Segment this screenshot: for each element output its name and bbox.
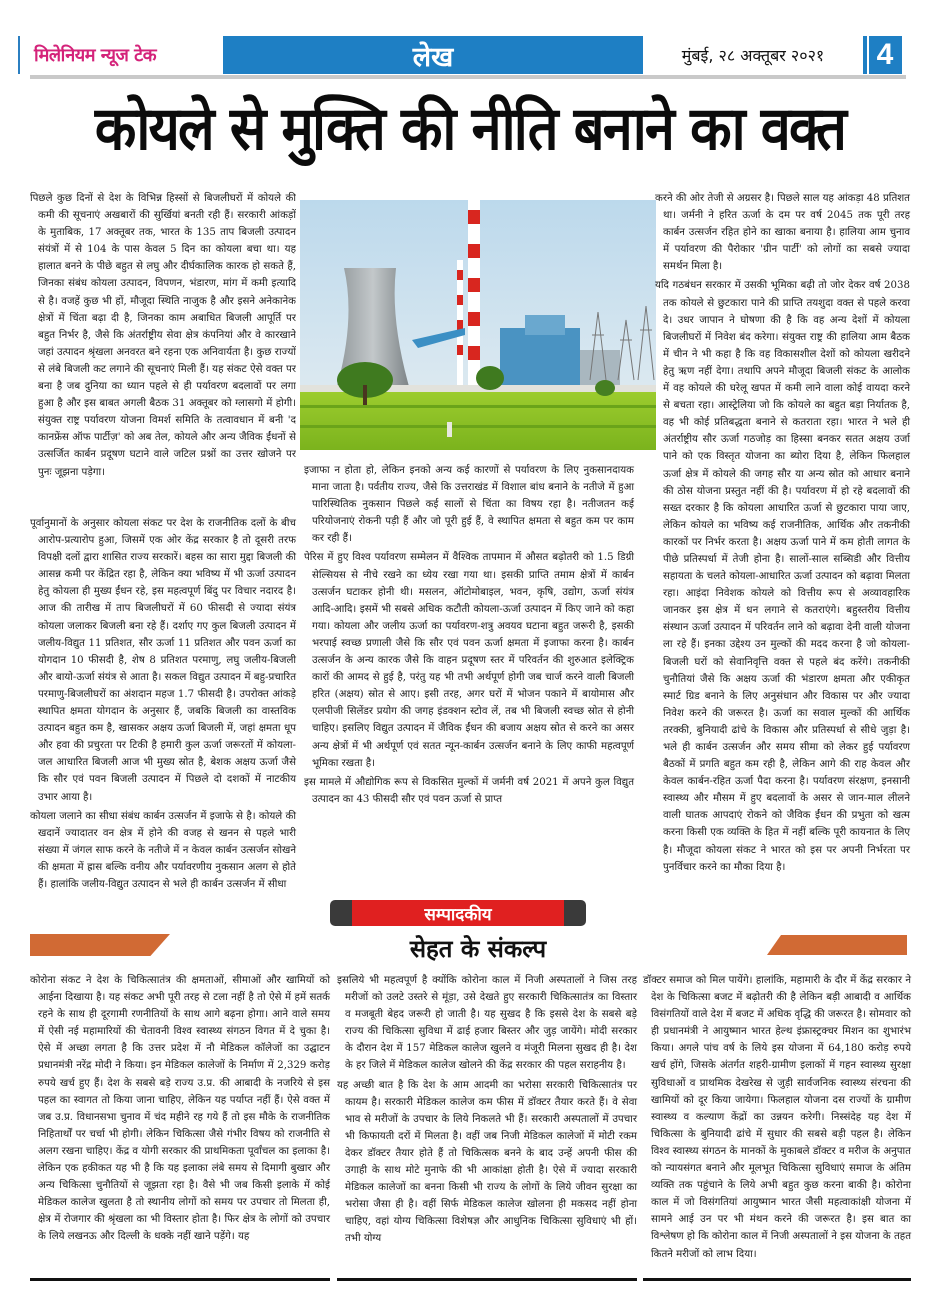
editorial-paragraph: इसलिये भी महत्वपूर्ण है क्योंकि कोरोना काल में निजी अस्पतालों ने जिस तरह मरीजों को उलटे उस्तरे से मूंड़ा, उसे देखते हुए सरकारी चिकित्सातंत्र का विस्तार व मजबूती बेहद जरूरी हो जाती है। यह सुखद है कि इससे देश के सबसे बड़े राज्य की चिकित्सा सुविधा में ढाई हजार बिस्तर और जुड़ जायेंगे। मोदी सरकार के दौरान देश में 157 मेडिकल कालेज खुलने व मंजूरी मिलना सुखद ही है। देश के हर जिले में मेडिकल कालेज खोलने की केंद्र सरकार की पहल सराहनीय है। (337, 975, 637, 1072)
masthead (18, 36, 906, 74)
article-column-1 (30, 190, 296, 895)
bottom-rule (643, 1278, 911, 1281)
article-column-3 (655, 190, 910, 878)
article-paragraph: इजाफा न होता हो, लेकिन इनको अन्य कई कारणों से पर्यावरण के लिए नुकसानदायक माना जाता है। पर्वतीय राज्य, जैसे कि उत्तराखंड में विशाल बांध बनाने के नतीजे में हुआ पारिस्थितिक नुकसान पिछले कई सालों से चिंता का विषय रहा है। नतीजतन कई परियोजनाएं रोकनी पड़ी हैं और जो पूरी हुई हैं, वे स्थापित क्षमता से बहुत कम पर काम कर रही हैं। (304, 465, 634, 545)
decorative-tab-right (767, 935, 907, 955)
editorial-paragraph: यह अच्छी बात है कि देश के आम आदमी का भरोसा सरकारी चिकित्सातंत्र पर कायम है। सरकारी मेडिकल कालेज कम फीस में डॉक्टर तैयार करते हैं। वे सेवा भाव से मरीजों के उपचार के लिये निकलते भी हैं। सरकारी अस्पतालों में उपचार भी किफायती दरों में मिलता है। वहीं जब निजी मेडिकल कालेजों में मोटी रकम देकर डॉक्टर तैयार होते हैं तो चिकित्सक बनने के बाद उन्हें अपनी फीस की उगाही के साथ मोटे मुनाफे की भी आकांक्षा होती है। ऐसे में ज्यादा सरकारी मेडिकल कालेजों का बनना किसी भी राज्य के लोगों के लिये जीवन सुरक्षा का भरोसा जैसा ही है। वहीं सिर्फ मेडिकल कालेज खोलना ही मकसद नहीं होना चाहिए, वहां योग्य चिकित्सा विशेषज्ञ और आधुनिक चिकित्सा सुविधाएं भी हों। तभी योग्य (337, 1079, 637, 1245)
article-paragraph: यदि गठबंधन सरकार में उसकी भूमिका बढ़ी तो जोर देकर वर्ष 2038 तक कोयले से छुटकारा पाने की प्राप्ति तयशुदा वक्त से पहले करवा दे। उधर जापान ने घोषणा की है कि वह अन्य देशों में कोयला बिजलीघरों में निवेश बंद करेगा। संयुक्त राष्ट्र की हालिया आम बैठक में चीन ने भी कहा है कि वह विकासशील देशों को कोयला खरीदने हेतु ऋण नहीं देगा। तथापि अपने मौजूदा बिजली संकट के आलोक में वह कोयले की घरेलू खपत में कमी लाने वाला कोई वायदा करने से बचता रहा। आस्ट्रेलिया जो कि कोयले का बहुत बड़ा निर्यातक है, वह भी कोई प्रतिबद्धता बनाने से कतराता रहा। भारत ने भले ही अंतर्राष्ट्रीय सौर ऊर्जा गठजोड़ का हिस्सा बनकर सतत अक्षय उर्जा पाने को एक विस्तृत योजना का ब्योरा दिया है, लेकिन फिलहाल ऊर्जा क्षेत्र में कोयले की जगह सौर या अन्य स्रोत को आधार बनाने की ठोस योजना प्रस्तुत नहीं की है। पर्यावरण में हो रहे बदलावों की सख्त दरकार है कि कोयला आधारित ऊर्जा से छुटकारा पाया जाए, लेकिन कोयले का भविष्य कई राजनीतिक, आर्थिक और तकनीकी कारकों पर निर्भर करता है। अक्षय ऊर्जा पाने में कम होती लागत के पीछे प्रतिस्पर्धा में तेजी होना है। सालों-साल सब्सिडी और वित्तीय सहायता के चलते कोयला-आधारित ऊर्जा उत्पादन को बढ़ावा मिलता रहा। आइंदा निवेशक कोयले को वित्तीय रूप से अव्यावहारिक जानकर इस क्षेत्र में धन लगाने से कतराएंगे। बहुस्तरीय वित्तीय संस्थान ऊर्जा उत्पादन में परिवर्तन लाने को बढ़ावा देनी वाली योजना ला रहे हैं। इनका उद्देश्य उन मुल्कों की मदद करना है जो कोयला-बिजली घरों को सेवानिवृत्ति वक्त से पहले बंद करेंगे। तकनीकी चुनौतियां जैसे कि अक्षय ऊर्जा की भंडारण क्षमता और एकीकृत स्मार्ट ग्रिड बनाने के लिए अनुसंधान और विकास पर और ज्यादा निवेश करने की जरूरत है। ऊर्जा का सवाल मुल्कों की आर्थिक तरक्की, बुनियादी ढांचे के विकास और प्रतिस्पर्धा से सीधे जुड़ा है। भले ही कार्बन उत्सर्जन और समय सीमा को लेकर हुई पर्यावरण बैठकों में प्रगति बहुत कम रही है, लेकिन आगे की राह केवल और केवल कार्बन-रहित ऊर्जा पैदा करना है। पर्यावरण संरक्षण, इनसानी स्वास्थ्य और मौसम में हुए बदलावों के असर से जान-माल लीलने वाली घातक आपदाएं रोकने को जैविक ईंधन की प्रभुता को खत्म करना किसी एक व्यक्ति के हित में नहीं बल्कि पूरी कायनात के लिए है। मौजूदा कोयला संकट ने भारत को इस पर अपनी निर्भरता पर पुनर्विचार करने का मौका दिया है। (655, 280, 910, 873)
article-paragraph: पिछले कुछ दिनों से देश के विभिन्न हिस्सों से बिजलीघरों में कोयले की कमी की सूचनाएं अखबारों की सुर्खियां बनती रही हैं। सरकारी आंकड़ों के मुताबिक, 17 अक्तूबर तक, भारत के 135 ताप बिजली उत्पादन संयंत्रों में से 104 के पास केवल 5 दिन का कोयला बचा था। यह हालात बनने के पीछे बहुत से लघु और दीर्घकालिक कारक हो सकते हैं, जिनका संबंध कोयला उत्पादन, विपणन, भंडारण, मांग में कमी इत्यादि से है। वजहें कुछ भी हों, मौजूदा स्थिति नाजुक है और इसने अनेकानेक क्षेत्रों में चिंता बढ़ा दी है, जिनका काम अबाधित बिजली आपूर्ति पर बहुत निर्भर है, जैसे कि अंतर्राष्ट्रीय सेवा क्षेत्र कंपनियां और वे कारखाने जहां उत्पादन श्रृंखला अनवरत बने रहना एक अनिवार्यता है। कुछ राज्यों से लंबे बिजली कट लगाने की सूचनाएं मिली हैं। यह संकट ऐसे वक्त पर बना है जब दुनिया का ध्यान पहले से ही पर्यावरण बदलावों पर लगा हुआ है और इस बाबत अगली बैठक 31 अक्तूबर को ग्लासगो में होगी। संयुक्त राष्ट्र पर्यावरण योजना विमर्श समिति के तत्वावधान में बनी 'द कानफ्रेंस ऑफ पार्टीज़' को अब तेल, कोयले और अन्य जैविक ईंधनों से उत्सर्जित कार्बन प्रदूषण घटाने वाले जटिल प्रश्नों का उत्तर खोजने पर पुनः जूझना पड़ेगा। (30, 193, 296, 478)
article-paragraph: करने की ओर तेजी से अग्रसर है। पिछले साल यह आंकड़ा 48 प्रतिशत था। जर्मनी ने हरित ऊर्जा के दम पर वर्ष 2045 तक पूरी तरह कार्बन उत्सर्जन रहित होने का खाका बनाया है। हालिया आम चुनाव में पर्यावरण की पैरोकार 'ग्रीन पार्टी' को लोगों का सबसे ज्यादा समर्थन मिला है। (655, 193, 910, 273)
dateline: मुंबई, २८ अक्तूबर २०२१ (681, 46, 825, 65)
article-paragraph: पूर्वानुमानों के अनुसार कोयला संकट पर देश के राजनीतिक दलों के बीच आरोप-प्रत्यारोप हुआ, जिसमें एक ओर केंद्र सरकार है तो दूसरी तरफ विपक्षी दलों द्वारा शासित राज्य सरकारें। बहस का सारा मुद्दा बिजली की आसन्न कमी पर केंद्रित रहा है, लेकिन क्या भविष्य में भी ऊर्जा उत्पादन हेतु कोयला ही मुख्य ईंधन रहे, इस महत्वपूर्ण बिंदु पर विचार नदारद है। आज की तारीख में ताप बिजलीघरों में 60 फीसदी से ज्यादा संयंत्र कोयला जलाकर बिजली बना रहे हैं। दर्शाए गए कुल बिजली उत्पादन में जलीय-विद्युत 11 प्रतिशत, सौर ऊर्जा 11 प्रतिशत और पवन ऊर्जा का योगदान 10 फीसदी है, शेष 8 प्रतिशत परमाणु, लघु जलीय-बिजली और बायो-ऊर्जा संयंत्र से आता है। सकल विद्युत उत्पादन में बहु-प्रचारित परमाणु-बिजलीघरों का अंशदान महज 1.7 फीसदी है। उपरोक्त आंकड़े स्थापित क्षमता योगदान के अनुसार हैं, जबकि बिजली का वास्तविक उत्पादन बहुत कम है, खासकर अक्षय ऊर्जा बिजली में, जहां क्षमता धूप और हवा की प्रचुरता पर टिकी है हमारी कुल ऊर्जा जरूरतों में कोयला-जल आधारित बिजली आज भी मुख्य स्रोत है, बेशक अक्षय ऊर्जा जैसे कि सौर एवं पवन बिजली उत्पादन में पिछले दो दशकों में नाटकीय उभार आया है। (30, 518, 296, 803)
power-plant-illustration (300, 200, 656, 450)
chimney-tall (468, 200, 480, 395)
article-headline: कोयले से मुक्ति की नीति बनाने का वक्त (94, 94, 846, 164)
decorative-tab-left (30, 934, 170, 956)
section-label: लेख (412, 41, 454, 73)
page-number: 4 (869, 36, 902, 74)
editorial-column-3 (643, 972, 911, 1265)
boiler-building (500, 328, 580, 388)
article-paragraph: इस मामले में औद्योगिक रूप से विकसित मुल्कों में जर्मनी वर्ष 2021 में अपने कुल विद्युत उत्पादन का 43 फीसदी सौर एवं पवन ऊर्जा से प्राप्त (304, 776, 634, 805)
brand-box (18, 36, 223, 74)
editorial-paragraph: डॉक्टर समाज को मिल पायेंगे। हालांकि, महामारी के दौर में केंद्र सरकार ने देश के चिकित्सा बजट में बढ़ोतरी की है लेकिन बड़ी आबादी व आर्थिक विसंगतियों वाले देश में बजट में अधिक वृद्धि की जरूरत है। सोमवार को ही प्रधानमंत्री ने आयुष्मान भारत हेल्थ इंफ्रास्ट्रक्चर मिशन का शुभारंभ किया। अगले पांच वर्ष के लिये इस योजना में 64,180 करोड़ रुपये खर्च होंगे, जिसके अंतर्गत शहरी-ग्रामीण इलाकों में गहन स्वास्थ्य सुरक्षा सुविधाओं व प्राथमिक देखरेख से जुड़ी सार्वजनिक स्वास्थ्य संरचना की खामियों को दूर किया जायेगा। फिलहाल योजना दस राज्यों के ग्रामीण स्वास्थ्य व कल्याण केंद्रों का उन्नयन करेगी। निस्संदेह यह देश में चिकित्सा के बुनियादी ढांचे में सुधार की सबसे बड़ी पहल है। लेकिन विश्व स्वास्थ्य संगठन के मानकों के मुकाबले डॉक्टर व मरीज के अनुपात को न्यायसंगत बनाने और मूलभूत चिकित्सा सुविधाएं समाज के अंतिम व्यक्ति तक पहुंचाने के लिये अभी बहुत कुछ करना बाकी है। कोरोना काल में जो विसंगतियां आयुष्मान भारत जैसी महत्वाकांक्षी योजना में सामने आई उन पर भी मंथन करने की जरूरत है। इस बात का विश्लेषण हो कि कोरोना काल में निजी अस्पतालों ने इस योजना के तहत कितने मरीजों को लाभ दिया। (643, 975, 911, 1260)
banner-cap-right (564, 900, 586, 926)
masthead-rule (30, 75, 906, 79)
power-plant-photo (300, 200, 656, 450)
article-paragraph: पेरिस में हुए विश्व पर्यावरण सम्मेलन में वैश्विक तापमान में औसत बढ़ोतरी को 1.5 डिग्री सेल्सियस से नीचे रखने का ध्येय रखा गया था। इसकी प्राप्ति तमाम क्षेत्रों में कार्बन उत्सर्जन घटाकर होनी थी। मसलन, ऑटोमोबाइल, भवन, कृषि, उद्योग, ऊर्जा संयंत्र आदि-आदि। इसमें भी सबसे अधिक कटौती कोयला-ऊर्जा उत्पादन में किए जाने को कहा गया। कोयला और जलीय ऊर्जा का पर्यावरण-शत्रु अवयव घटाना बहुत जरूरी है, इसकी भरपाई स्वच्छ प्रणाली जैसे कि सौर एवं पवन ऊर्जा क्षमता में इजाफा करना है। कार्बन उत्सर्जन के अन्य कारक जैसे कि वाहन प्रदूषण स्तर में परिवर्तन की शुरुआत इलेक्ट्रिक कारों की आमद से हुई है, परंतु यह भी तभी अर्थपूर्ण होगी जब चार्ज करने वाली बिजली हरित (अक्षय) स्रोत से आए। इसी तरह, अगर घरों में भोजन पकाने में बायोमास और एलपीजी सिलेंडर प्रयोग की जगह इंडक्शन स्टोव लें, तब भी बिजली स्वच्छ स्रोत से होनी चाहिए। इसलिए विद्युत उत्पादन में जैविक ईंधन की बजाय अक्षय स्रोत से करने का असर अन्य क्षेत्रों में भी अर्थपूर्ण एवं सतत न्यून-कार्बन उत्सर्जन बनाने के लिए काफी महत्वपूर्ण भूमिका रखता है। (304, 552, 634, 769)
brand-name: मिलेनियम न्यूज टेक (34, 45, 157, 66)
editorial-title: सेहत के संकल्प (409, 935, 547, 963)
article-column-2 (304, 462, 634, 810)
editorial-column-1 (30, 972, 330, 1248)
article-paragraph: कोयला जलाने का सीधा संबंध कार्बन उत्सर्जन में इजाफे से है। कोयले की खदानें ज्यादातर वन क्षेत्र में होने की वजह से खनन से पहले भारी संख्या में जंगल साफ करने के नतीजे में न केवल कार्बन उत्सर्जन सोखने की क्षमता में ह्रास बल्कि वनीय और पर्यावरणीय नुकसान अलग से होते हैं। हालांकि जलीय-विद्युत उत्पादन से भले ही कार्बन उत्सर्जन में सीधा (30, 810, 296, 890)
page-number-box (863, 36, 903, 74)
editorial-label: सम्पादकीय (352, 900, 564, 926)
editorial-banner (330, 900, 586, 926)
bottom-rule (30, 1278, 330, 1281)
section-box (223, 36, 643, 74)
editorial-paragraph: कोरोना संकट ने देश के चिकित्सातंत्र की क्षमताओं, सीमाओं और खामियों को आईना दिखाया है। यह संकट अभी पूरी तरह से टला नहीं है तो ऐसे में हमें सतर्क रहने के साथ ही दूरगामी रणनीतियों के साथ आगे बढ़ना होगा। आने वाले समय में ऐसी नई महामारियों की चेतावनी विश्व स्वास्थ्य संगठन विगत में दे चुका है। ऐसे में अच्छा लगता है कि उत्तर प्रदेश में नौ मेडिकल कॉलेजों का उद्घाटन प्रधानमंत्री नरेंद्र मोदी ने किया। इन मेडिकल कालेजों के निर्माण में 2,329 करोड़ रुपये खर्च हुए हैं। देश के सबसे बड़े राज्य उ.प्र. की आबादी के नजरिये से इस पहल का स्वागत तो किया जाना चाहिए, लेकिन यह पर्याप्त नहीं हैं। ऐसे वक्त में जब उ.प्र. विधानसभा चुनाव में चंद महीने रह गये हैं तो इस मौके के राजनीतिक निहितार्थों पर चर्चा भी होगी। लेकिन चिकित्सा जैसे गंभीर विषय को राजनीति से अलग रखना चाहिए। केंद्र व योगी सरकार की प्राथमिकता पूर्वांचल का इलाका है। लेकिन एक हकीकत यह भी है कि यह इलाका लंबे समय से दिमागी बुखार और अन्य चिकित्सा चुनौतियों से जूझता रहा है। वैसे भी जब किसी इलाके में कोई मेडिकल कालेज खुलता है तो स्थानीय लोगों को समय पर उपचार तो मिलता ही, क्षेत्र में रोजगार की श्रृंखला का भी विस्तार होता है। फिर क्षेत्र के लोगों को उपचार के लिये लखनऊ और दिल्ली के धक्के नहीं खाने पड़ेंगे। यह (30, 975, 330, 1243)
chimney-small (457, 260, 463, 395)
farmer-figure (447, 422, 452, 437)
banner-cap-left (330, 900, 352, 926)
editorial-column-2 (337, 972, 637, 1250)
bottom-rule (337, 1278, 637, 1281)
